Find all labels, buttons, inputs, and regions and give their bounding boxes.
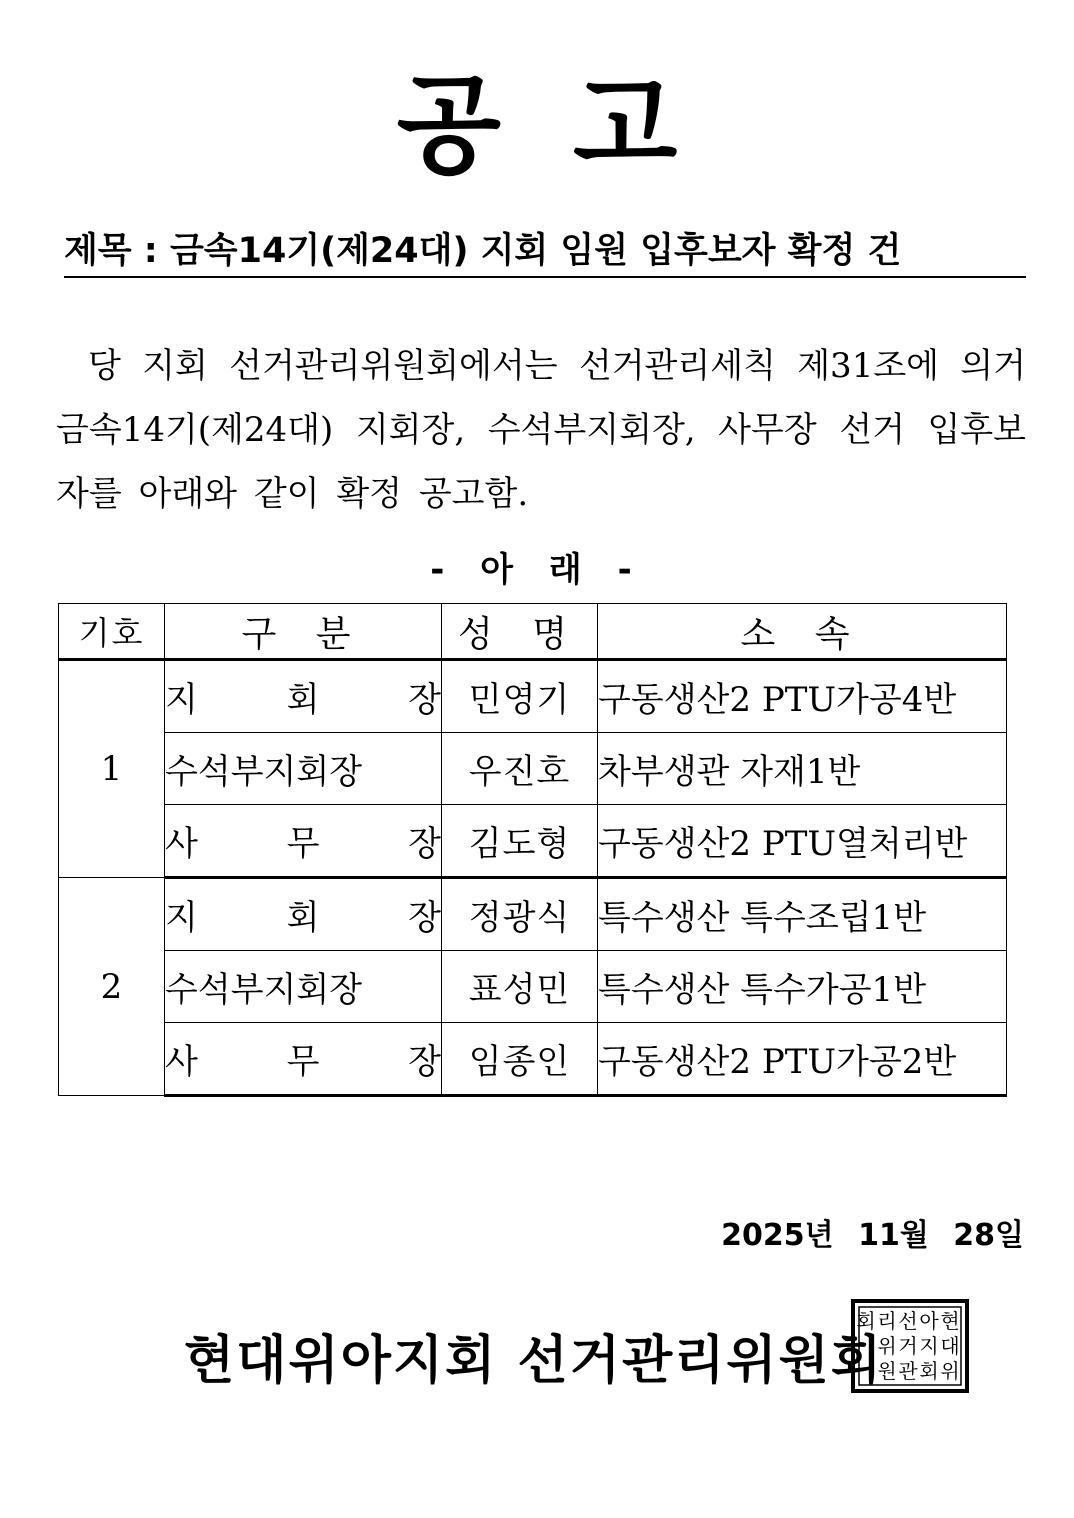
position-char: 장 bbox=[408, 1042, 441, 1082]
position-label bbox=[165, 672, 441, 721]
affiliation-cell: 구동생산2 PTU열처리반 bbox=[598, 805, 1007, 878]
position-cell bbox=[165, 733, 442, 805]
name-cell: 김도형 bbox=[442, 805, 598, 878]
name-cell: 정광식 bbox=[442, 878, 598, 951]
table-row bbox=[59, 1023, 1007, 1096]
position-cell bbox=[165, 1023, 442, 1096]
notice-date: 2025년 11월 28일 bbox=[721, 1218, 1024, 1253]
position-char: 장 bbox=[408, 680, 441, 720]
position-char: 무 bbox=[286, 824, 320, 864]
candidate-group-1 bbox=[59, 660, 1007, 878]
name-cell: 우진호 bbox=[442, 733, 598, 805]
affiliation-cell: 구동생산2 PTU가공4반 bbox=[598, 660, 1007, 733]
position-char: 사 bbox=[165, 1042, 198, 1082]
header-name: 성 명 bbox=[442, 604, 598, 660]
position-char: 사 bbox=[165, 824, 198, 864]
seal-glyph: 선 bbox=[898, 1309, 918, 1333]
official-seal-icon bbox=[850, 1298, 970, 1394]
affiliation-cell: 특수생산 특수조립1반 bbox=[598, 878, 1007, 951]
seal-glyph: 지 bbox=[919, 1334, 939, 1358]
position-char: 무 bbox=[286, 1042, 320, 1082]
candidate-group-2 bbox=[59, 878, 1007, 1096]
table-row bbox=[59, 951, 1007, 1023]
seal-glyph: 위 bbox=[877, 1334, 897, 1358]
position-label: 수석부지회장 bbox=[165, 752, 363, 792]
notice-body: 당 지회 선거관리위원회에서는 선거관리세칙 제31조에 의거 금속14기(제24대) 지회장, 수석부지회장, 사무장 선거 입후보자를 아래와 같이 확정 공고함. bbox=[56, 346, 1026, 514]
position-cell bbox=[165, 660, 442, 733]
sub-heading: - 아 래 - bbox=[430, 550, 644, 590]
table-row bbox=[59, 733, 1007, 805]
position-char: 회 bbox=[286, 898, 320, 938]
table-row bbox=[59, 878, 1007, 951]
name-cell: 표성민 bbox=[442, 951, 598, 1023]
seal-glyph: 회 bbox=[856, 1309, 876, 1333]
seal-glyph: 원 bbox=[877, 1359, 897, 1383]
header-no: 기호 bbox=[59, 604, 165, 660]
table-row bbox=[59, 660, 1007, 733]
position-char: 회 bbox=[286, 680, 320, 720]
position-char: 장 bbox=[408, 898, 441, 938]
notice-title: 공고 bbox=[396, 64, 750, 189]
table-header-row bbox=[59, 604, 1007, 660]
affiliation-cell: 차부생관 자재1반 bbox=[598, 733, 1007, 805]
group-number: 1 bbox=[59, 660, 165, 878]
seal-glyph: 거 bbox=[898, 1334, 918, 1358]
seal-glyph: 리 bbox=[877, 1309, 897, 1333]
seal-glyph: 관 bbox=[898, 1359, 918, 1383]
header-affiliation: 소 속 bbox=[598, 604, 1007, 660]
header-position: 구 분 bbox=[165, 604, 442, 660]
position-cell bbox=[165, 878, 442, 951]
position-label bbox=[165, 890, 441, 939]
name-cell: 민영기 bbox=[442, 660, 598, 733]
affiliation-cell: 구동생산2 PTU가공2반 bbox=[598, 1023, 1007, 1096]
position-label bbox=[165, 1034, 441, 1083]
position-cell bbox=[165, 951, 442, 1023]
seal-glyph: 대 bbox=[940, 1334, 960, 1358]
organization-name: 현대위아지회 선거관리위원회 bbox=[184, 1331, 884, 1391]
seal-glyph: 위 bbox=[940, 1359, 960, 1383]
position-cell bbox=[165, 805, 442, 878]
seal-glyph: 회 bbox=[919, 1359, 939, 1383]
seal-glyph: 현 bbox=[940, 1309, 960, 1333]
position-label: 수석부지회장 bbox=[165, 970, 363, 1010]
affiliation-cell: 특수생산 특수가공1반 bbox=[598, 951, 1007, 1023]
position-char: 장 bbox=[408, 824, 441, 864]
position-char: 지 bbox=[165, 680, 198, 720]
name-cell: 임종인 bbox=[442, 1023, 598, 1096]
seal-glyph: 아 bbox=[919, 1309, 939, 1333]
candidate-table bbox=[58, 603, 1007, 1097]
table-row bbox=[59, 805, 1007, 878]
position-label bbox=[165, 816, 441, 865]
group-number: 2 bbox=[59, 878, 165, 1096]
notice-subject: 제목 : 금속14기(제24대) 지회 임원 입후보자 확정 건 bbox=[64, 226, 1026, 278]
position-char: 지 bbox=[165, 898, 198, 938]
